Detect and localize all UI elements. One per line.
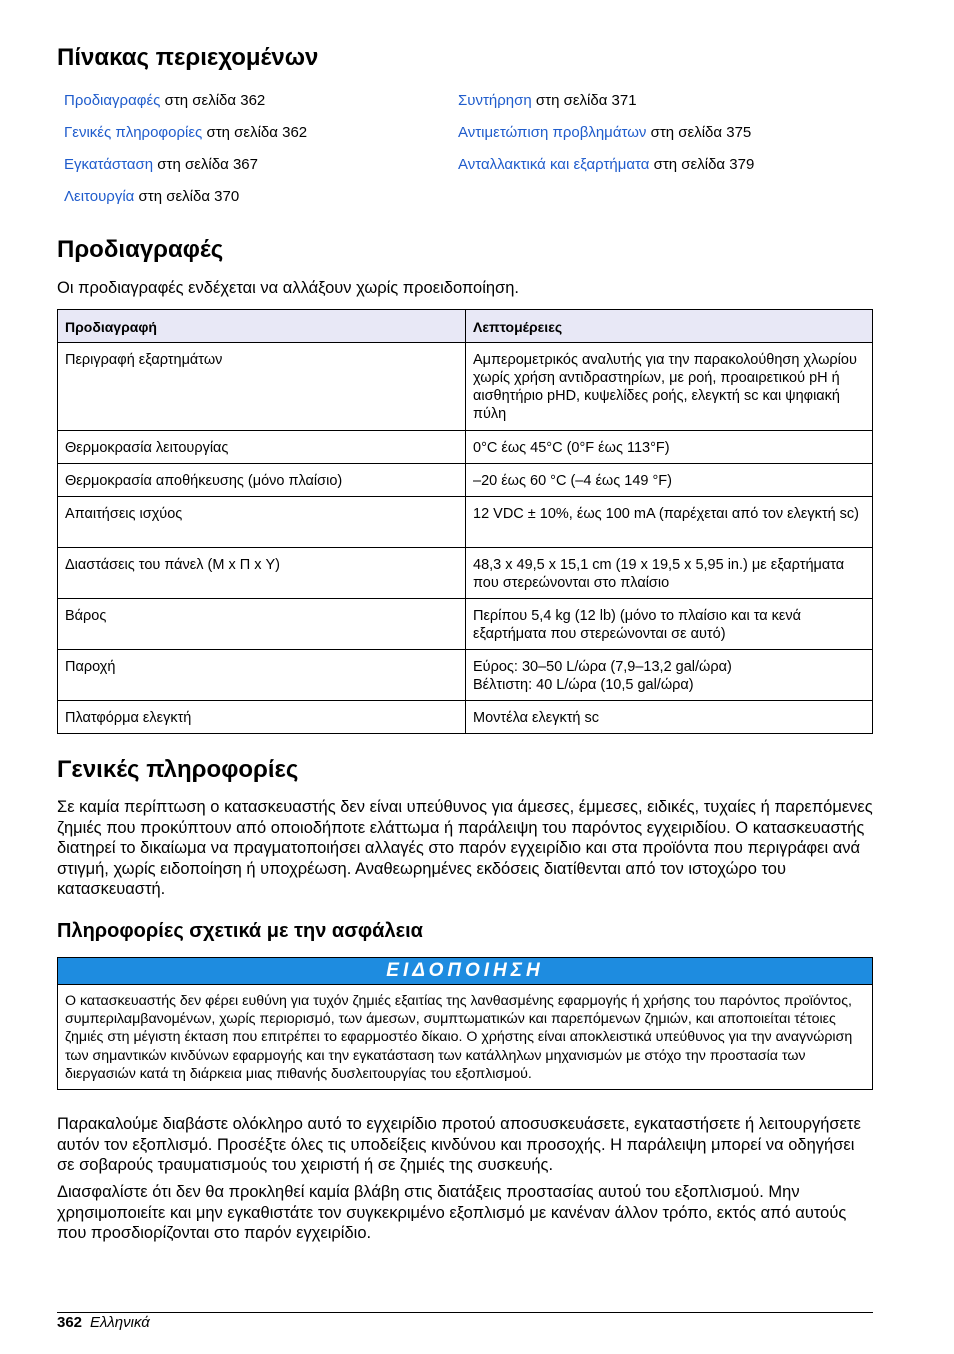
spec-name-cell: Παροχή xyxy=(58,650,466,701)
toc-entry xyxy=(458,156,754,188)
general-info-paragraph: Σε καμία περίπτωση ο κατασκευαστής δεν είναι υπεύθυνος για άμεσες, έμμεσες, ειδικές, τυχαίες ή παρεπόμενες ζημιές που προκύπτουν από οποιοδήποτε ελάττωμα ή παράλειψη του παρόντος εγχειριδίου. Ο κατασκευαστής διατηρεί το δικαίωμα να πραγματοποιήσει αλλαγές στο παρόν εγχειρίδιο και στα προϊόντα που περιγράφει ανά στιγμή, χωρίς ειδοποίηση ή υποχρέωση. Αναθεωρημένες εκδόσεις διατίθενται από τον ιστοχώρο του κατασκευαστή. xyxy=(57,798,873,898)
toc-page-ref: στη σελίδα 367 xyxy=(153,156,258,173)
spec-name-cell: Απαιτήσεις ισχύος xyxy=(58,497,466,548)
specifications-table xyxy=(57,309,873,734)
toc-link-troubleshooting[interactable]: Αντιμετώπιση προβλημάτων xyxy=(458,124,647,141)
spec-name-cell: Θερμοκρασία λειτουργίας xyxy=(58,431,466,464)
table-row xyxy=(58,464,873,497)
table-row xyxy=(58,431,873,464)
toc-page-ref: στη σελίδα 379 xyxy=(649,156,755,173)
toc-link-parts-accessories[interactable]: Ανταλλακτικά και εξαρτήματα xyxy=(458,156,650,173)
spec-value-cell: –20 έως 60 °C (–4 έως 149 °F) xyxy=(466,464,873,497)
toc-column-left xyxy=(64,92,307,220)
toc-page-ref: στη σελίδα 362 xyxy=(160,92,266,109)
column-header-spec: Προδιαγραφή xyxy=(58,310,466,343)
spec-value-cell: Μοντέλα ελεγκτή sc xyxy=(466,701,873,734)
spec-value-cell: 12 VDC ± 10%, έως 100 mA (παρέχεται από τον ελεγκτή sc) xyxy=(466,497,873,548)
general-info-heading: Γενικές πληροφορίες xyxy=(57,756,299,783)
toc-page-ref: στη σελίδα 371 xyxy=(531,92,637,109)
table-row xyxy=(58,599,873,650)
toc-entry xyxy=(64,156,307,188)
table-row xyxy=(58,650,873,701)
toc-entry xyxy=(64,188,307,220)
toc-page-ref: στη σελίδα 375 xyxy=(646,124,752,141)
table-row xyxy=(58,548,873,599)
notice-text: Ο κατασκευαστής δεν φέρει ευθύνη για τυχόν ζημιές εξαιτίας της λανθασμένης εφαρμογής ή χρήσης του παρόντος προϊόντος, συμπεριλαμβανομένων, χωρίς περιορισμό, των άμεσων, συμπτωματικών και παρεπόμενων ζημιών, και αποποιείται τέτοιες ζημιές στη μέγιστη έκταση που επιτρέπει το εφαρμοστέο δίκαιο. Ο χρήστης είναι αποκλειστικά υπεύθυνος για την αναγνώριση των σημαντικών κινδύνων εφαρμογής και την εγκατάσταση των κατάλληλων μηχανισμών με στόχο την προστασία των διεργασιών κατά τη διάρκεια μιας πιθανής δυσλειτουργίας του εξοπλισμού. xyxy=(65,993,853,1082)
specifications-heading: Προδιαγραφές xyxy=(57,236,224,263)
toc-link-installation[interactable]: Εγκατάσταση xyxy=(64,156,154,173)
spec-value-cell: Αμπερομετρικός αναλυτής για την παρακολούθηση χλωρίου χωρίς χρήση αντιδραστηρίων, με ροή, προαιρετικού pH ή αισθητήριο pHD, κυψελίδες ροής, ελεγκτή sc και ψηφιακή πύλη xyxy=(466,343,873,431)
safety-paragraph-read-manual: Παρακαλούμε διαβάστε ολόκληρο αυτό το εγχειρίδιο προτού αποσυσκευάσετε, εγκαταστήσετε ή λειτουργήσετε αυτόν τον εξοπλισμό. Προσέξτε όλες τις υποδείξεις κινδύνου και προσοχής. Η παράλειψη μπορεί να οδηγήσει σε σοβαρούς τραυματισμούς του χειριστή ή σε ζημιές της συσκευής. xyxy=(57,1115,861,1174)
toc-title: Πίνακας περιεχομένων xyxy=(57,44,319,71)
page-number: 362 xyxy=(57,1314,83,1331)
spec-name-cell: Διαστάσεις του πάνελ (Μ x Π x Υ) xyxy=(58,548,466,599)
toc-link-maintenance[interactable]: Συντήρηση xyxy=(458,92,532,109)
notice-label: ΕΙΔΟΠΟΙΗΣΗ xyxy=(58,958,872,985)
table-header-row xyxy=(58,310,873,343)
footer-language: Ελληνικά xyxy=(90,1314,150,1331)
safety-paragraph-protection: Διασφαλίστε ότι δεν θα προκληθεί καμία βλάβη στις διατάξεις προστασίας αυτού του εξοπλισμού. Μην χρησιμοποιείτε και μην εγκαθιστάτε τον συγκεκριμένο εξοπλισμό με κανέναν άλλον τρόπο, εκτός από αυτούς που προσδιορίζονται στο παρόν εγχειρίδιο. xyxy=(57,1183,847,1242)
spec-name-cell: Περιγραφή εξαρτημάτων xyxy=(58,343,466,431)
spec-name-cell: Βάρος xyxy=(58,599,466,650)
spec-value-cell: Περίπου 5,4 kg (12 lb) (μόνο το πλαίσιο και τα κενά εξαρτήματα που στερεώνονται σε αυτό) xyxy=(466,599,873,650)
toc-entry xyxy=(64,124,307,156)
toc-entry xyxy=(64,92,307,124)
toc-page-ref: στη σελίδα 362 xyxy=(202,124,308,141)
table-row xyxy=(58,701,873,734)
column-header-details: Λεπτομέρειες xyxy=(466,310,873,343)
table-row xyxy=(58,343,873,431)
spec-value-cell: 0°C έως 45°C (0°F έως 113°F) xyxy=(466,431,873,464)
page-footer xyxy=(57,1314,150,1331)
toc-page-ref: στη σελίδα 370 xyxy=(134,188,240,205)
footer-divider xyxy=(57,1312,873,1313)
specifications-intro: Οι προδιαγραφές ενδέχεται να αλλάξουν χωρίς προειδοποίηση. xyxy=(57,279,519,297)
notice-box xyxy=(57,957,873,1090)
spec-name-cell: Πλατφόρμα ελεγκτή xyxy=(58,701,466,734)
table-row xyxy=(58,497,873,548)
toc-column-right xyxy=(458,92,754,188)
safety-heading: Πληροφορίες σχετικά με την ασφάλεια xyxy=(57,920,423,942)
toc-entry xyxy=(458,124,754,156)
toc-link-operation[interactable]: Λειτουργία xyxy=(64,188,135,205)
toc-link-specifications[interactable]: Προδιαγραφές xyxy=(64,92,161,109)
toc-link-general-info[interactable]: Γενικές πληροφορίες xyxy=(64,124,203,141)
spec-value-cell: 48,3 x 49,5 x 15,1 cm (19 x 19,5 x 5,95 in.) με εξαρτήματα που στερεώνονται στο πλαίσιο xyxy=(466,548,873,599)
spec-value-cell: Εύρος: 30–50 L/ώρα (7,9–13,2 gal/ώρα) Βέλτιστη: 40 L/ώρα (10,5 gal/ώρα) xyxy=(466,650,873,701)
spec-name-cell: Θερμοκρασία αποθήκευσης (μόνο πλαίσιο) xyxy=(58,464,466,497)
toc-entry xyxy=(458,92,754,124)
